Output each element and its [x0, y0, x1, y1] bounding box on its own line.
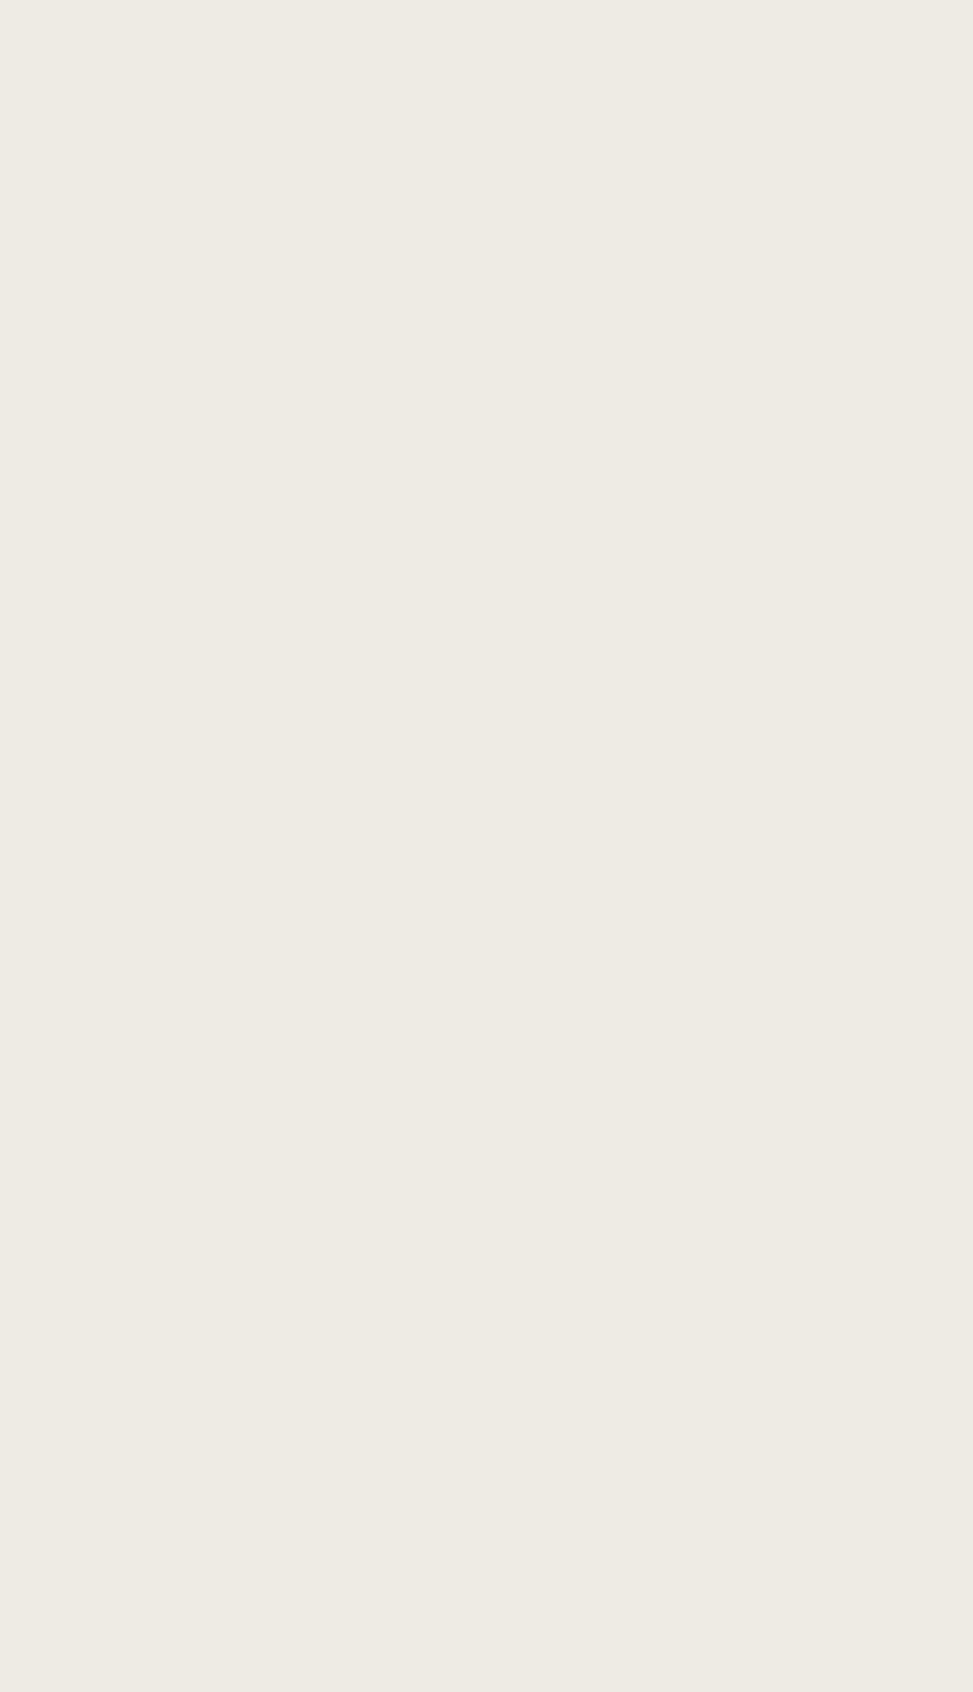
- body-text: [42, 100, 924, 116]
- scan-footer: [2, 1678, 16, 1684]
